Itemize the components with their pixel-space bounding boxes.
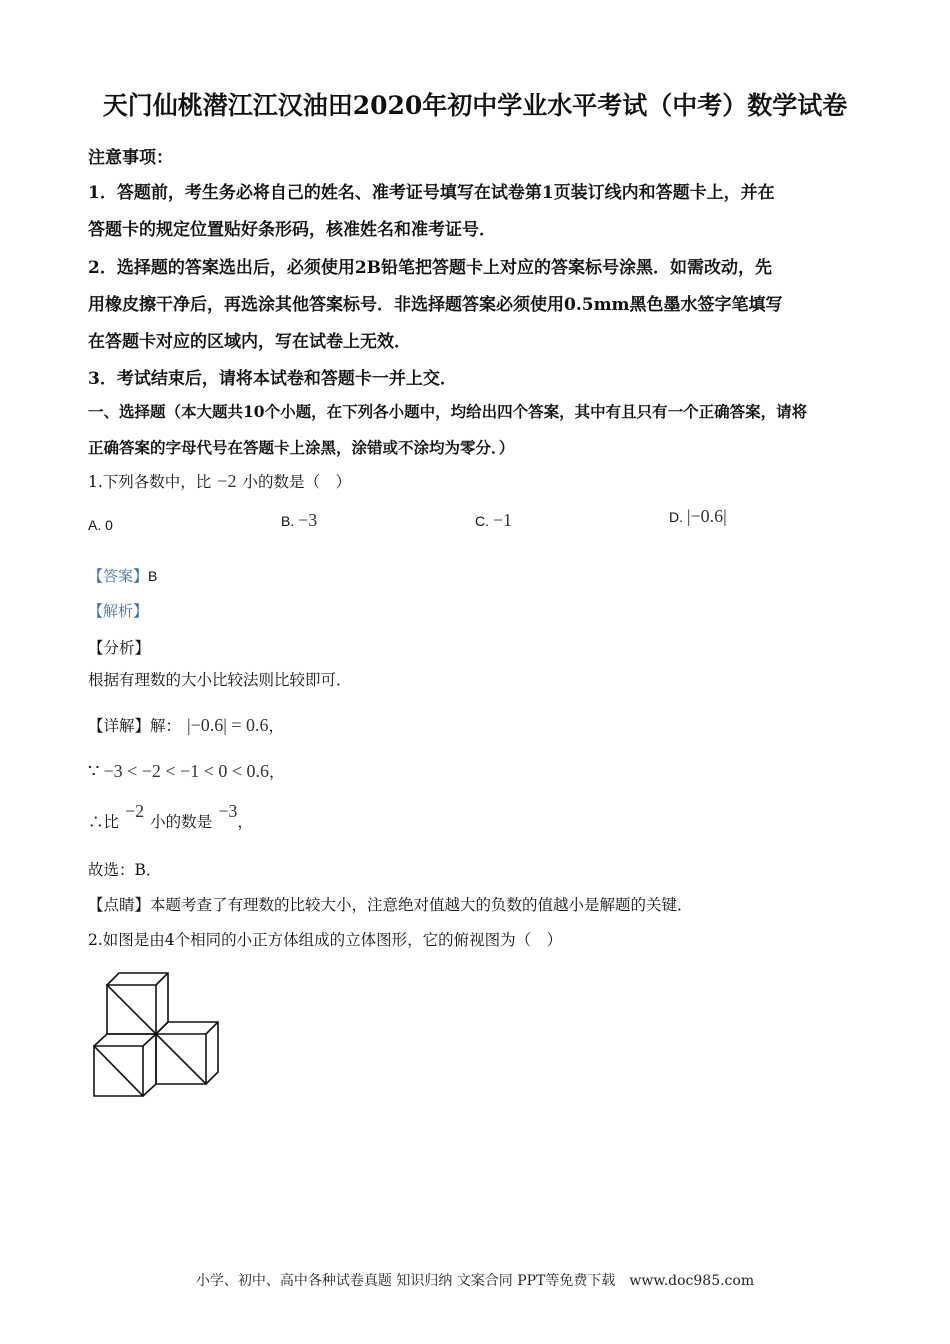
q1-answer bbox=[88, 565, 157, 586]
note-line: 用橡皮擦干净后，再选涂其他答案标号．非选择题答案必须使用0.5mm黑色墨水签字笔填写 bbox=[88, 295, 783, 315]
because-symbol: ∵ bbox=[88, 761, 100, 782]
because-math: −3 < −2 < −1 < 0 < 0.6 bbox=[103, 761, 270, 781]
q1-option-d bbox=[669, 506, 727, 527]
comment-line: 【点睛】本题考查了有理数的比较大小，注意绝对值越大的负数的值越小是解题的关键． bbox=[88, 896, 693, 914]
analysis-tag: 【解析】 bbox=[88, 603, 149, 620]
because-line bbox=[88, 760, 285, 782]
option-value: −1 bbox=[492, 510, 513, 530]
option-letter: B. bbox=[281, 513, 299, 529]
left-cube-edge bbox=[143, 1034, 156, 1046]
q1-stem-suffix: 小的数是（ ） bbox=[242, 473, 351, 491]
q1-option-a bbox=[88, 515, 113, 534]
page-title: 天门仙桃潜江江汉油田2020年初中学业水平考试（中考）数学试卷 bbox=[102, 91, 848, 120]
note-line: 1．答题前，考生务必将自己的姓名、准考证号填写在试卷第1页装订线内和答题卡上，并在 bbox=[88, 183, 775, 203]
q1-stem-prefix: 1.下列各数中，比 bbox=[88, 473, 212, 491]
comma: ， bbox=[268, 717, 285, 735]
answer-tag: 【答案】 bbox=[88, 568, 149, 585]
choice-line: 故选：B． bbox=[88, 861, 162, 879]
option-letter: C. bbox=[475, 513, 493, 529]
option-value: 0 bbox=[105, 517, 113, 533]
cube-figure bbox=[88, 968, 228, 1100]
comma: ， bbox=[269, 763, 285, 781]
therefore-mid: 小的数是 bbox=[150, 813, 213, 831]
top-cube-edge bbox=[156, 973, 168, 985]
note-line: 在答题卡对应的区域内，写在试卷上无效． bbox=[88, 332, 411, 352]
option-value: |−0.6| bbox=[686, 506, 727, 526]
right-cube-edge bbox=[206, 1022, 218, 1034]
therefore-prefix: ∴比 bbox=[88, 813, 120, 831]
notes-heading: 注意事项： bbox=[88, 148, 173, 168]
option-letter: A. bbox=[88, 517, 106, 533]
q1-option-b bbox=[281, 510, 317, 531]
section-heading-line2: 正确答案的字母代号在答题卡上涂黑，涂错或不涂均为零分．） bbox=[88, 438, 515, 457]
fenxi-text: 根据有理数的大小比较法则比较即可． bbox=[88, 671, 352, 689]
answer-value: B bbox=[148, 568, 158, 584]
q1-stem bbox=[88, 470, 351, 492]
therefore-math: −2 bbox=[125, 801, 145, 821]
note-line: 答题卡的规定位置贴好条形码，核准姓名和准考证号． bbox=[88, 220, 496, 240]
detail-tag: 【详解】解： bbox=[88, 717, 182, 735]
q1-option-c bbox=[475, 510, 512, 531]
note-line: 3．考试结束后，请将本试卷和答题卡一并上交． bbox=[88, 369, 457, 389]
section-heading-line1: 一、选择题（本大题共10个小题，在下列各小题中，均给出四个答案，其中有且只有一个正确答案，请将 bbox=[88, 402, 808, 421]
q1-stem-math: −2 bbox=[217, 471, 237, 491]
q2-stem: 2.如图是由4个相同的小正方体组成的立体图形，它的俯视图为（ ） bbox=[88, 931, 563, 949]
comma: ， bbox=[237, 813, 253, 831]
page-footer: 小学、初中、高中各种试卷真题 知识归纳 文案合同 PPT等免费下载 www.doc985.com bbox=[195, 1273, 755, 1289]
therefore-math: −3 bbox=[218, 801, 238, 821]
therefore-line bbox=[88, 801, 253, 832]
fenxi-tag: 【分析】 bbox=[88, 639, 151, 657]
note-line: 2．选择题的答案选出后，必须使用2B铅笔把答题卡上对应的答案标号涂黑．如需改动，先 bbox=[88, 258, 773, 278]
detail-line bbox=[88, 714, 284, 736]
option-letter: D. bbox=[669, 509, 687, 525]
option-value: −3 bbox=[298, 510, 318, 530]
detail-math: |−0.6| = 0.6 bbox=[187, 715, 269, 735]
